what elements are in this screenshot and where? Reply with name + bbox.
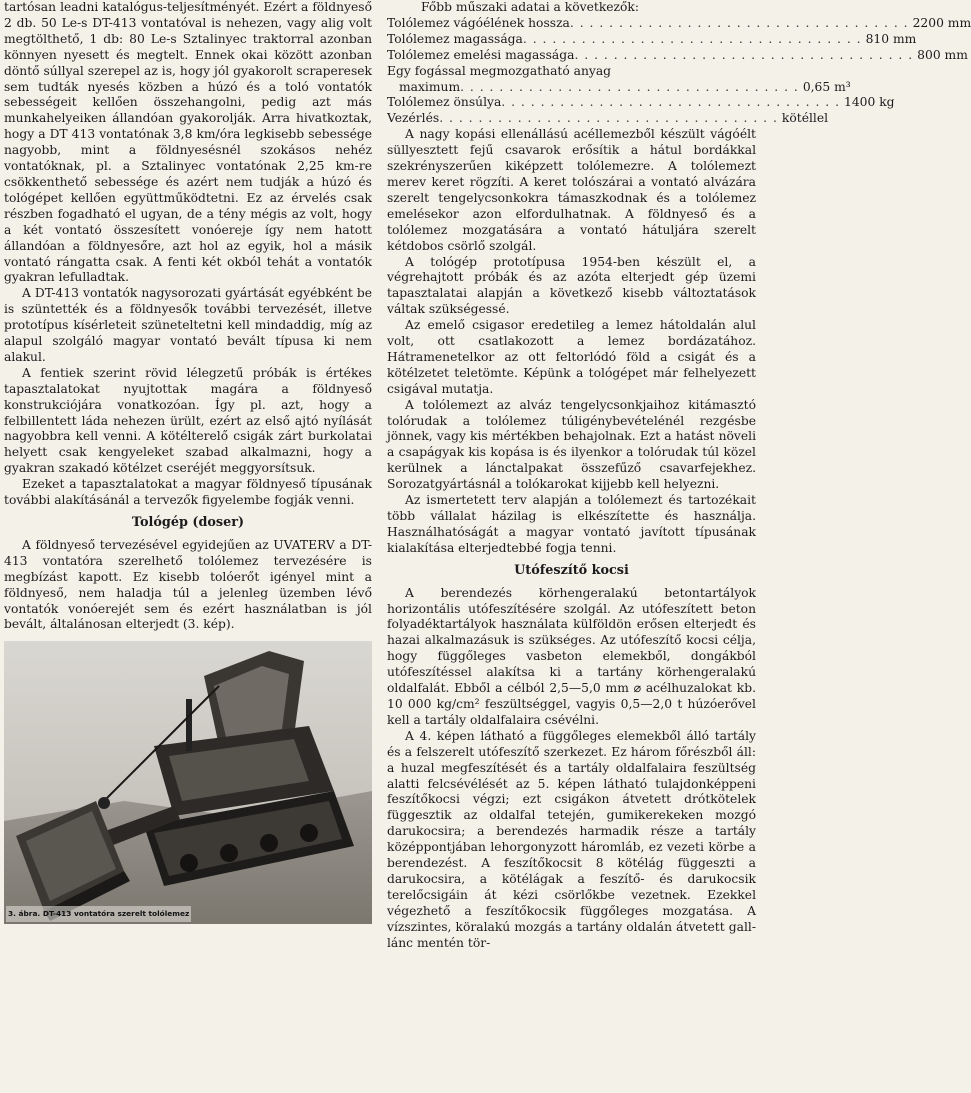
paragraph: A tológép prototípusa 1954-ben készült el, a végrehajtott próbák és az azóta elterjedt gép üzemi tapasztalatai alapján a következő kisebb változtatások váltak szükségessé. — [387, 254, 756, 317]
section-heading-post-tensioning-cart: Utófeszítő kocsi — [514, 562, 629, 578]
leader-dots: . . . . . . . . . . . . . . . . . . . . . . . . . . . . . . . . . . . — [569, 15, 909, 30]
leader-dots: . . . . . . . . . . . . . . . . . . . . . . . . . . . . . . . . . . . — [574, 47, 914, 62]
spec-value: 810 mm — [865, 31, 917, 46]
paragraph: A 4. képen látható a függőleges elemekből álló tartály és a felszerelt utófeszítő szerkezet. Ez három főrészből áll: a huzal megfeszítését és a tartály oldalfalaira feszültség alatti felcsévélését az 5. képen látható tulajdonképpeni feszítőkocsi végzi; ezt csigákon átvetett drótkötelek függesztik az oldalfal tetején, gumikerekeken mozgó darukocsira; a berendezés harmadik része a tartály középpontjában lehorgonyzott háromláb, ez vezeti körbe a berendezést. A feszítőkocsit 8 kötélág függeszti a darukocsira, a kötélágak a feszítő- és darukocsik terelőcsigáin át kézi csörlőkbe vezetnek. Ezekkel végezhető a feszítőkocsik függőleges mozgatása. A vízszintes, köralakú mozgás a tartány oldalán átvetett gall-lánc mentén tör- — [387, 728, 756, 950]
spec-value: kötéllel — [781, 111, 829, 126]
spec-value: 0,65 m³ — [802, 79, 851, 94]
paragraph: Az emelő csigasor eredetileg a lemez hátoldalán alul volt, ott csatlakozott a lemez bordázatához. Hátramenetelkor az ott feltorlódó föld a csigát és a kötélzetet teletömte. Képünk a tológépet már felhelyezett csigával mutatja. — [387, 318, 756, 396]
leader-dots: . . . . . . . . . . . . . . . . . . . . . . . . . . . . . . . . . . . — [522, 31, 862, 46]
spec-row — [387, 95, 895, 111]
paragraph: A nagy kopási ellenállású acéllemezből készült vágóélt süllyesztett fejű csavarok erősítik a hátul bordákkal szekrényszerűen kiképzett tolólemezre. A tolólemezt merev keret rögzíti. A keret tolószárai a vontató alvázára szerelt tengelycsonkokra támaszkodnak és a tolólemez emelésekor azon elfordulhatnak. A földnyeső és a tolólemez mozgatására a vontató hátuljára szerelt kétdobos csörlő szolgál. — [387, 127, 756, 253]
spec-label: Tolólemez magassága — [387, 31, 523, 46]
spec-label: maximum — [399, 79, 461, 94]
spec-value: 2200 mm — [912, 15, 971, 30]
paragraph: A tolólemezt az alváz tengelycsonkjaihoz kitámasztó tolórudak a tolólemez túligénybevételénél rezgésbe jönnek, vagy kis mértékben behajolnak. Ezt a hatást növeli a csapágyak kis kopása is és ilyenkor a tolórudak túl közel kerülnek a lánctalpakat összefűző csavarfejekhez. Sorozatgyártásnál a tolókarokat kijjebb kell helyezni. — [387, 397, 756, 492]
spec-row — [387, 15, 971, 32]
spec-row — [387, 64, 756, 80]
leader-dots: . . . . . . . . . . . . . . . . . . . . . . . . . . . . . . . . . . . — [460, 79, 799, 94]
spec-label: Egy fogással megmozgatható anyag — [387, 63, 612, 78]
leader-dots: . . . . . . . . . . . . . . . . . . . . . . . . . . . . . . . . . . . — [439, 111, 778, 126]
spec-label: Tolólemez emelési magassága — [387, 47, 575, 62]
specs-title: Főbb műszaki adatai a következők: — [421, 0, 640, 14]
section-heading-dozer: Tológép (doser) — [131, 515, 245, 530]
spec-row — [387, 31, 917, 48]
paragraph: A berendezés körhengeralakú betontartályok horizontális utófeszítésére szolgál. Az utófeszített beton folyadéktartályok használata külföldön erősen elterjedt és hazai alkalmazásuk is szükséges. Az utófeszítő kocsi célja, hogy függőleges vasbeton elemekből, dongákból utófeszítéssel alakítsa ki a tartány körhengeralakú oldalfalát. Ebből a célból 2,5—5,0 mm ⌀ acélhuzalokat kb. 10 000 kg/cm² feszültséggel, vagyis 0,5—2,0 t húzóerővel kell a tartály oldalfalaira csévélni. — [387, 585, 756, 727]
paragraph: A földnyeső tervezésével egyidejűen az UVATERV a DT-413 vontatóra szerelhető tolólemez tervezésére is megbízást kapott. Ez kisebb tolóerőt igényel mint a földnyeső, nem haladja túl a jelenleg üzemben lévő vontatók vonóerejét sem és ezért használatban is jól bevált, általánosan elterjedt (3. kép). — [4, 537, 372, 632]
spec-label: Vezérlés — [387, 111, 440, 126]
spec-row — [387, 47, 968, 64]
dozer-photo — [4, 641, 372, 924]
paragraph: Az ismertetett terv alapján a tolólemezt és tartozékait több vállalat házilag is elkészítette és használja. Használhatóságát a magyar vontató javított típusának kialakítása elterjedtebbé fogja tenni. — [387, 493, 756, 555]
dozer-illustration — [4, 641, 372, 924]
spec-label: Tolólemez vágóélének hossza — [387, 15, 570, 30]
right-column — [387, 0, 971, 951]
spec-row — [387, 111, 829, 127]
spec-label: Tolólemez önsúlya — [387, 95, 502, 110]
left-column — [4, 0, 372, 924]
paragraph: A fentiek szerint rövid lélegzetű próbák is értékes tapasztalatokat nyujtottak magára a földnyeső konstrukciójára vonatkozóan. Így pl. azt, hogy a felbillentett láda nehezen ürült, ezért az első ajtó nyílását nagyobbra kell venni. A kötélterelő csigák zárt burkolatai helyett csak kengyeleket szabad alkalmazni, hogy a gyakran szakadó kötélzet cseréjét meggyorsítsuk. — [4, 365, 372, 476]
figure-caption: 3. ábra. DT-413 vontatóra szerelt tolólemez — [6, 906, 191, 922]
spec-value: 1400 kg — [844, 95, 895, 110]
leader-dots: . . . . . . . . . . . . . . . . . . . . . . . . . . . . . . . . . . . — [501, 95, 841, 110]
specs-table — [387, 15, 971, 127]
spec-row — [387, 79, 851, 96]
paragraph: tartósan leadni katalógus-teljesítményét. Ezért a földnyeső 2 db. 50 Le-s DT-413 vontatóval is nehezen, vagy alig volt megtölthető, 1 db: 80 Le-s Sztalinyec traktorral azonban könnyen nyesett és megtelt. Ennek okai között azonban döntő súllyal szerepel az is, hogy jól gyakorolt scraperesek sem tudták nyesés közben a húzó és a toló vontatók sebességeit kellően összehangolni, pedig azt más munkahelyeiken állandóan gyakorolják. Arra hivatkoztak, hogy a DT 413 vontatónak 3,8 km/óra legkisebb sebessége nagyobb, mint a földnyesésnél szokásos nehéz vontatóknak, pl. a Sztalinyec vontatónak 2,25 km-re csökkenthető sebessége és azért nem tudják a húzó és tológépet kellően együttműködtetni. Ez az érvelés csak részben fogadható el ugyan, de a tény mégis az volt, hogy a két vontató összesített vonóereje így nem hatott állandóan a földnyesőre, azt hol az egyik, hol a másik vontató rángatta csak. A fenti két okból tehát a vontatók gyakran lefulladtak. — [4, 0, 372, 285]
paragraph: A DT-413 vontatók nagysorozati gyártását egyébként be is szüntették és a földnyesők további tervezését, illetve prototípus kísérleteit szüneteltetni kell mindaddig, míg az alapul szolgáló magyar vontató bevált típusa ki nem alakul. — [4, 286, 372, 364]
spec-value: 800 mm — [917, 47, 968, 62]
paragraph: Ezeket a tapasztalatokat a magyar földnyeső típusának további alakításánál a tervezők figyelembe fogják venni. — [4, 477, 372, 508]
